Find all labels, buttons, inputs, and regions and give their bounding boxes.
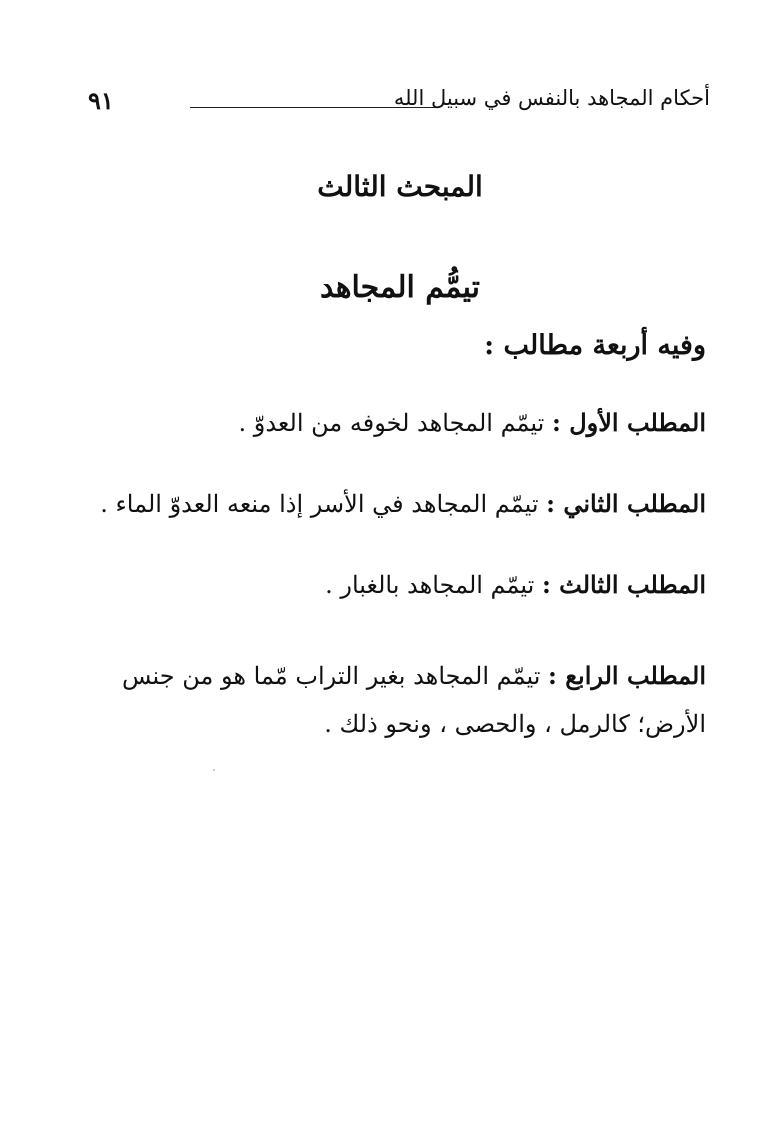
section-text: تيمّم المجاهد بغير التراب مّما هو من جنس الأرض؛ كالرمل ، والحصى ، ونحو ذلك .: [121, 662, 706, 738]
page-header: [88, 86, 710, 122]
chapter-intro: وفيه أربعة مطالب :: [484, 330, 706, 361]
section-item-1: [238, 408, 706, 437]
section-text: تيمّم المجاهد بالغبار .: [325, 571, 542, 599]
section-label: المطلب الأول :: [551, 408, 706, 437]
section-text: تيمّم المجاهد لخوفه من العدوّ .: [238, 409, 552, 437]
section-item-2: [100, 489, 706, 518]
running-title: أحكام المجاهد بالنفس في سبيل الله: [393, 86, 710, 110]
page-number: ٩١: [88, 86, 114, 115]
section-label: المطلب الثاني :: [546, 489, 706, 518]
section-label: المطلب الرابع :: [548, 661, 706, 690]
section-item-3: [325, 570, 706, 599]
section-label: المطلب الثالث :: [541, 570, 706, 599]
section-text: تيمّم المجاهد في الأسر إذا منعه العدوّ الماء .: [100, 490, 547, 518]
section-item-4: [86, 652, 706, 748]
chapter-heading: المبحث الثالث: [317, 170, 483, 203]
scan-speck: [213, 769, 215, 771]
chapter-title: تيمُّم المجاهد: [319, 270, 481, 305]
